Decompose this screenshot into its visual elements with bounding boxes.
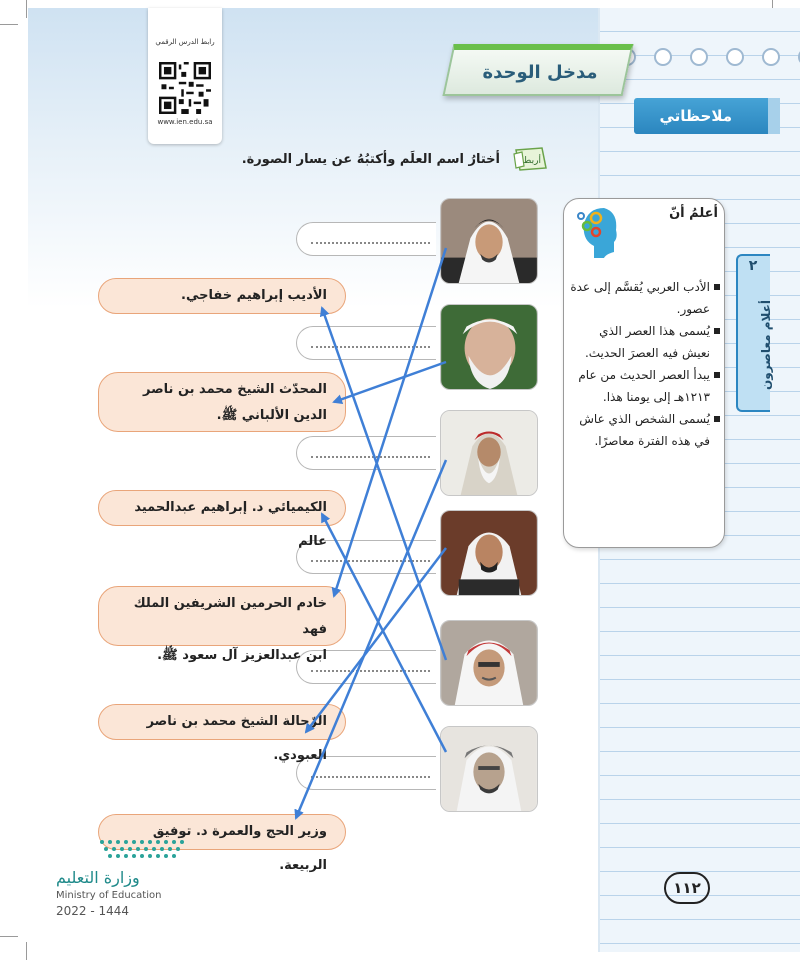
match-arrow — [334, 362, 446, 402]
name-option-text: الأديب إبراهيم خفاجي. — [181, 288, 327, 303]
portrait-photo-6 — [440, 726, 538, 812]
ministry-logo-icon — [98, 838, 190, 860]
name-option-text: المحدّث الشيخ محمد بن ناصر — [143, 382, 327, 397]
qr-url[interactable]: www.ien.edu.sa — [157, 118, 213, 126]
portrait-photo-5 — [440, 620, 538, 706]
binder-hole — [762, 48, 780, 66]
answer-dots — [311, 560, 430, 562]
name-option-text: الدين الألباني ﷺ. — [216, 408, 327, 423]
binder-hole — [726, 48, 744, 66]
answer-dots — [311, 242, 430, 244]
qr-title: رابط الدرس الرقمي — [155, 38, 215, 46]
portrait-photo-4 — [440, 510, 538, 596]
qr-code-icon[interactable] — [159, 62, 211, 114]
crop-mark — [26, 942, 27, 960]
activity-instruction: أختارُ اسم العلَم وأكتبُهُ عن يسار الصورة. — [241, 152, 500, 167]
name-option-2[interactable] — [98, 372, 346, 432]
answer-field[interactable] — [296, 222, 436, 256]
edition-year: 2022 - 1444 — [56, 904, 130, 918]
ministry-name-english: Ministry of Education — [56, 890, 162, 901]
name-option-text: خادم الحرمين الشريفين الملك فهد — [133, 596, 327, 637]
activity-icon-label: أربط — [523, 156, 541, 166]
chapter-name: أعلام معاصرون — [759, 300, 773, 390]
answer-dots — [311, 456, 430, 458]
crop-mark — [0, 24, 18, 25]
name-option-3[interactable] — [98, 490, 346, 549]
activity-icon — [512, 146, 548, 172]
name-option-text: ابن عبدالعزيز آل سعود ﷺ. — [157, 648, 327, 663]
answer-field[interactable] — [296, 436, 436, 470]
list-item: يُسمى الشخص الذي عاش في هذه الفترة معاصرًا. — [568, 408, 720, 452]
answer-field[interactable] — [296, 326, 436, 360]
name-option-text: وزير الحج والعمرة د. توفيق الربيعة. — [152, 824, 327, 873]
brain-gears-icon — [574, 202, 620, 264]
name-option-1[interactable] — [98, 278, 346, 314]
did-you-know-list — [568, 276, 720, 452]
list-item: يبدأ العصر الحديث من عام ١٢١٣هـ إلى يومنا هذا. — [568, 364, 720, 408]
portrait-photo-1 — [440, 198, 538, 284]
answer-dots — [311, 776, 430, 778]
answer-dots — [311, 346, 430, 348]
name-option-text: الرّحالة الشيخ محمد بن ناصر العبودي. — [146, 714, 327, 763]
binder-holes — [618, 48, 800, 66]
name-option-text: الكيميائي د. إبراهيم عبدالحميد عالم — [134, 500, 327, 549]
did-you-know-title: أعلمُ أنّ — [669, 206, 718, 221]
list-item: يُسمى هذا العصر الذي نعيش فيه العصرَ الحديث. — [568, 320, 720, 364]
crop-mark — [26, 0, 27, 18]
name-option-4[interactable] — [98, 586, 346, 663]
qr-card[interactable] — [148, 8, 222, 144]
answer-dots — [311, 670, 430, 672]
page-number: ١١٢ — [664, 872, 710, 904]
portrait-photo-3 — [440, 410, 538, 496]
list-item: الأدب العربي يُقسَّم إلى عدة عصور. — [568, 276, 720, 320]
unit-title: مدخل الوحدة — [482, 62, 598, 83]
crop-mark — [0, 936, 18, 937]
portrait-photo-2 — [440, 304, 538, 390]
notes-tab[interactable]: ملاحظاتي — [634, 98, 772, 134]
name-option-5[interactable] — [98, 704, 346, 763]
chapter-number: ٢ — [748, 258, 758, 274]
ministry-name-arabic: وزارة التعليم — [56, 868, 140, 887]
binder-hole — [654, 48, 672, 66]
binder-hole — [690, 48, 708, 66]
